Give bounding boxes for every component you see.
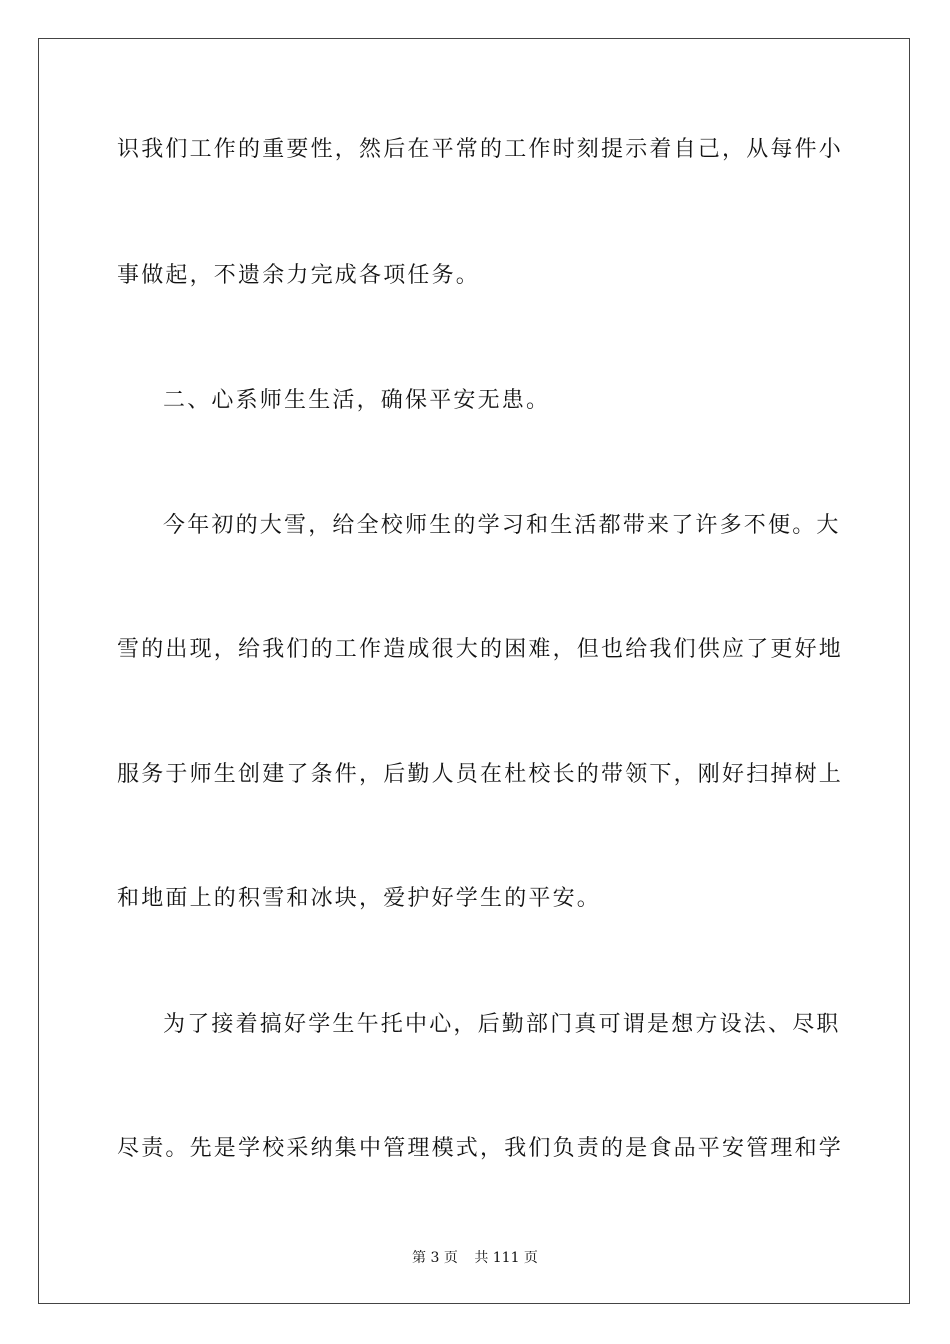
total-pages: 共 111 页 — [474, 1250, 538, 1266]
text-line: 尽责。先是学校采纳集中管理模式，我们负责的是食品平安管理和学 — [117, 1136, 844, 1161]
text-line: 服务于师生创建了条件，后勤人员在杜校长的带领下，刚好扫掉树上 — [117, 762, 844, 787]
section-heading: 二、心系师生生活，确保平安无患。 — [163, 388, 551, 413]
text-line: 和地面上的积雪和冰块，爱护好学生的平安。 — [117, 886, 602, 911]
page-footer — [0, 1249, 950, 1267]
text-line: 事做起，不遗余力完成各项任务。 — [117, 263, 481, 288]
text-line: 今年初的大雪，给全校师生的学习和生活都带来了许多不便。大 — [163, 513, 841, 538]
page-border — [38, 38, 910, 1304]
text-line: 雪的出现，给我们的工作造成很大的困难，但也给我们供应了更好地 — [117, 637, 844, 662]
text-line: 识我们工作的重要性，然后在平常的工作时刻提示着自己，从每件小 — [117, 137, 844, 162]
page-number: 第 3 页 — [412, 1250, 458, 1266]
text-line: 为了接着搞好学生午托中心，后勤部门真可谓是想方设法、尽职 — [163, 1012, 841, 1037]
